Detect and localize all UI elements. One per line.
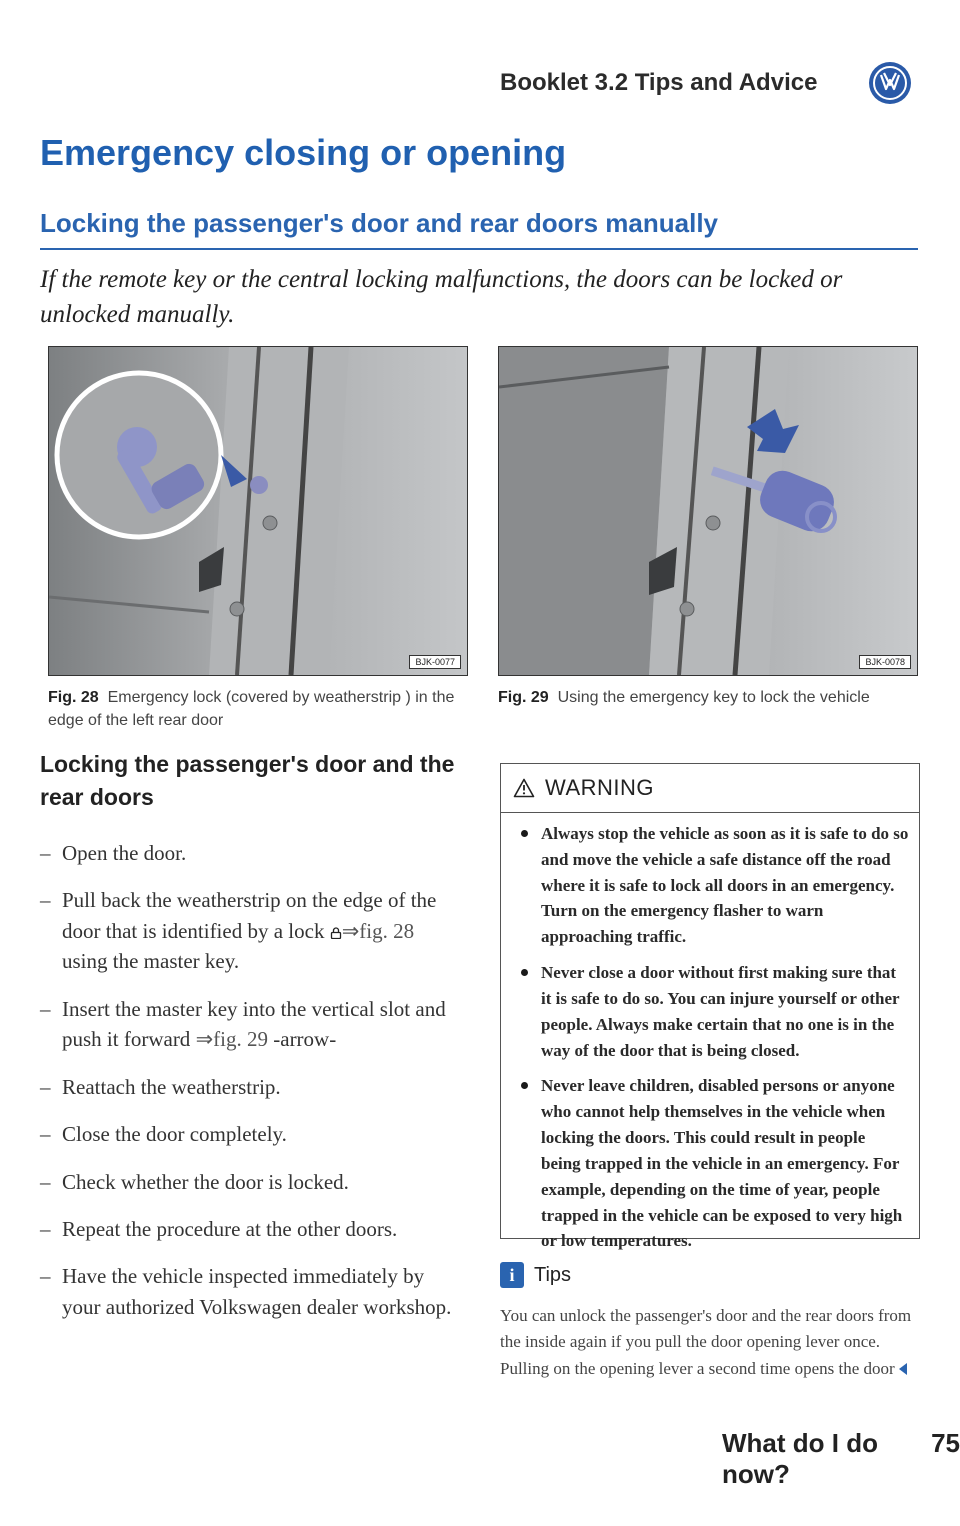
figure-label: Fig. 29: [498, 689, 549, 706]
end-marker-icon: [899, 1363, 907, 1375]
dash-icon: –: [40, 1264, 51, 1289]
info-icon: i: [500, 1262, 524, 1288]
key-insertion-illustration: [499, 347, 917, 675]
list-item: – Check whether the door is locked.: [40, 1167, 460, 1197]
list-item: – Pull back the weatherstrip on the edge of the door that is identified by a lock ⇒fig. 28 using the master key.: [40, 885, 460, 976]
chapter-title: What do I do now?: [722, 1428, 878, 1489]
figure-caption-text: Emergency lock (covered by weatherstrip ) in the edge of the left rear door: [48, 689, 455, 730]
list-item: Always stop the vehicle as soon as it is safe to do so and move the vehicle a safe distance off the road where it is safe to lock all doors in an emergency. Turn on the emergency flasher to warn approaching traffic.: [513, 821, 909, 950]
bullet-icon: [521, 830, 528, 837]
vw-logo-icon: [869, 62, 911, 104]
list-item: – Repeat the procedure at the other doors.: [40, 1214, 460, 1244]
dash-icon: –: [40, 996, 51, 1021]
tips-title: Tips: [534, 1263, 572, 1286]
figure-caption-text: Using the emergency key to lock the vehicle: [557, 689, 870, 706]
figure-caption: [498, 686, 928, 709]
page-number: 75: [931, 1428, 960, 1458]
bullet-icon: [521, 969, 528, 976]
figure-link[interactable]: ⇒fig. 28: [341, 918, 415, 943]
list-item: Never close a door without first making sure that it is safe to do so. You can injure yourself or other people. Always make certain that no one is in the way of the door that is being closed.: [513, 960, 909, 1063]
warning-box: [500, 763, 920, 1251]
figure-code: BJK-0078: [859, 655, 911, 669]
section-title: Emergency closing or opening: [40, 132, 567, 173]
list-item: – Have the vehicle inspected immediately by your authorized Volkswagen dealer workshop.: [40, 1261, 460, 1322]
tips-header: [500, 1262, 571, 1288]
tips-text: You can unlock the passenger's door and the rear doors from the inside again if you pull the door opening lever once. Pulling on the opening lever a second time opens the door: [500, 1306, 912, 1378]
warning-header: [501, 764, 919, 813]
figure-emergency-lock: [48, 346, 468, 676]
figure-code: BJK-0077: [409, 655, 461, 669]
warning-list: [501, 813, 919, 1254]
door-edge-illustration: [49, 347, 467, 675]
procedure-steps: [40, 838, 460, 1339]
intro-text: If the remote key or the central locking malfunctions, the doors can be locked or unlocked manually.: [40, 266, 843, 328]
warning-triangle-icon: [513, 778, 535, 798]
bullet-icon: [521, 1082, 528, 1089]
warning-title: WARNING: [545, 775, 655, 800]
title-divider: [40, 248, 918, 250]
dash-icon: –: [40, 841, 51, 865]
procedure-heading: Locking the passenger's door and the rear doors: [40, 751, 455, 811]
figure-link[interactable]: ⇒fig. 29: [195, 1027, 268, 1052]
figure-emergency-key: [498, 346, 918, 676]
booklet-label: Booklet 3.2 Tips and Advice: [500, 69, 818, 96]
list-item: – Open the door.: [40, 838, 460, 868]
list-item: – Close the door completely.: [40, 1119, 460, 1149]
dash-icon: –: [40, 1216, 51, 1241]
subsection-title: Locking the passenger's door and rear doors manually: [40, 208, 719, 238]
lock-icon: [330, 927, 342, 939]
dash-icon: –: [40, 888, 51, 913]
dash-icon: –: [40, 1169, 51, 1194]
figure-label: Fig. 28: [48, 689, 99, 706]
list-item: – Reattach the weatherstrip.: [40, 1072, 460, 1102]
figure-caption: [48, 686, 468, 732]
list-item: Never leave children, disabled persons or anyone who cannot help themselves in the vehicle when locking the doors. This could result in people being trapped in the vehicle in an emergency. For example, depending on the time of year, people trapped in the vehicle can be exposed to very high or low temperatures.: [513, 1073, 909, 1254]
dash-icon: –: [40, 1074, 51, 1099]
list-item: – Insert the master key into the vertical slot and push it forward ⇒fig. 29 -arrow-: [40, 994, 460, 1055]
page-footer: [722, 1428, 960, 1490]
page-header: [500, 62, 911, 104]
dash-icon: –: [40, 1122, 51, 1147]
